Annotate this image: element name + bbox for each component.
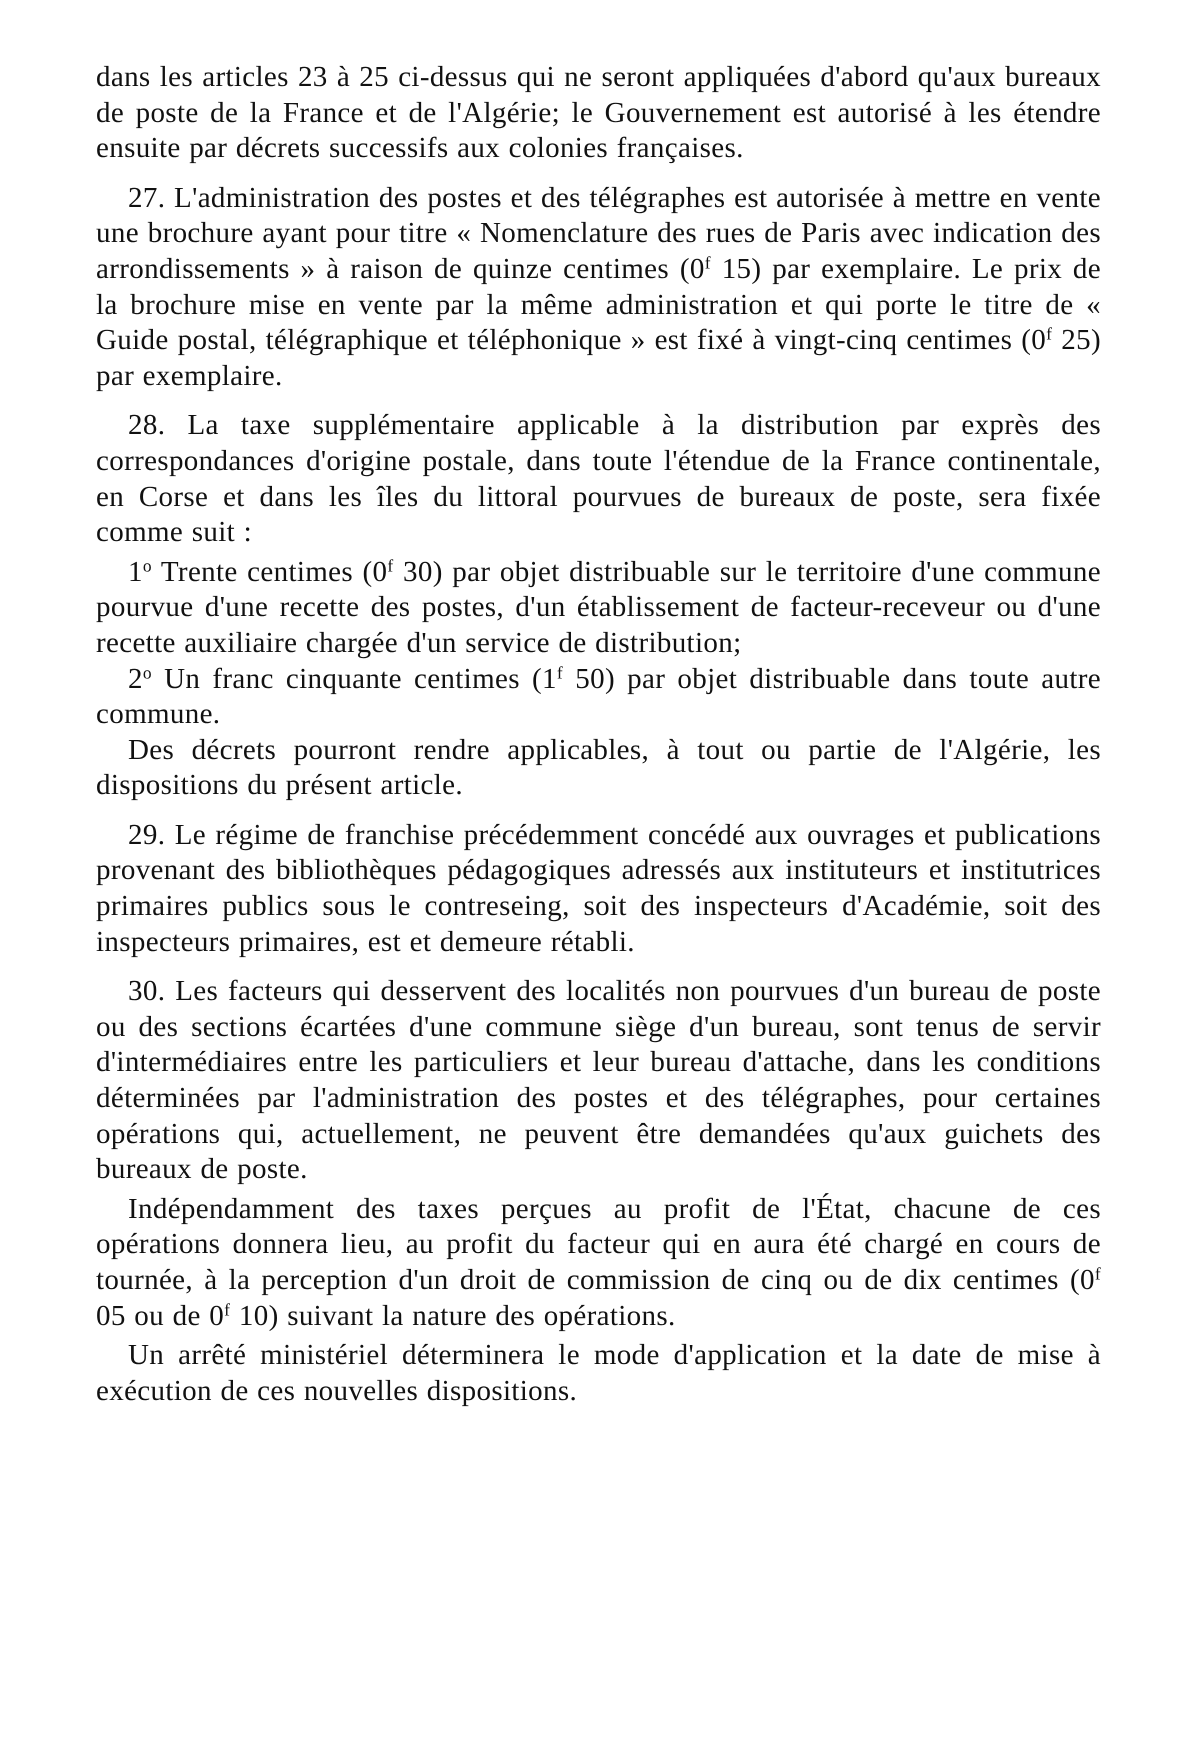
franc-abbrev: f <box>1046 323 1053 344</box>
article-27-text-a: 27. L'administration des postes et des télégraphes est autorisée à mettre en vente une brochure ayant pour titre « Nomenclature des rues de Paris avec indication des arrondissements » à raison de quinze centimes (0 <box>96 181 1101 285</box>
article-30-paragraph-3: Un arrêté ministériel déterminera le mode d'application et la date de mise à exécution de ces nouvelles dispositions. <box>96 1339 1101 1407</box>
document-page <box>96 60 1101 1409</box>
article-30-paragraph-1: 30. Les facteurs qui desservent des localités non pourvues d'un bureau de poste ou des sections écartées d'une commune siège d'un bureau, sont tenus de servir d'intermédiaires entre les particuliers et leur bureau d'attache, dans les conditions déterminées par l'administration des postes et des télégraphes, pour certaines opérations qui, actuellement, ne peuvent être demandées qu'aux guichets des bureaux de poste. <box>96 975 1101 1186</box>
item-number: 1 <box>128 555 143 588</box>
article-28-algerie: Des décrets pourront rendre applicables, à tout ou partie de l'Algérie, les dispositions du présent article. <box>96 733 1101 802</box>
article-28-intro: 28. La taxe supplémentaire applicable à la distribution par exprès des correspondances d'origine postale, dans toute l'étendue de la France continentale, en Corse et dans les îles du littoral pourvues de bureaux de poste, sera fixée comme suit : <box>96 409 1101 549</box>
degree-sign: o <box>142 661 152 682</box>
article-30-p2-text-a: Indépendamment des taxes perçues au profit de l'État, chacune de ces opérations donnera lieu, au profit du facteur qui en aura été chargé en cours de tournée, à la perception d'un droit de commission de cinq ou de dix centimes (0 <box>96 1192 1101 1296</box>
franc-abbrev: f <box>704 252 711 273</box>
article-28-item-1 <box>96 555 1101 662</box>
article-27-text-c: 25) par exemplaire. <box>96 324 1101 392</box>
article-27 <box>96 181 1101 395</box>
article-30-p2-text-c: 10) suivant la nature des opérations. <box>230 1299 676 1332</box>
item-1-text-b: 30) par objet distribuable sur le territoire d'une commune pourvue d'une recette des postes, d'un établissement de facteur-receveur ou d'une recette auxiliaire chargée d'un service de distribution; <box>96 555 1101 659</box>
item-number: 2 <box>128 662 143 695</box>
item-2-text-a: Un franc cinquante centimes (1 <box>151 662 557 695</box>
item-2-text-b: 50) par objet distribuable dans toute autre commune. <box>96 662 1102 731</box>
item-1-text-a: Trente centimes (0 <box>151 555 388 588</box>
article-28-item-2 <box>96 662 1101 733</box>
article-30-paragraph-2 <box>96 1192 1101 1334</box>
franc-abbrev: f <box>556 661 564 682</box>
franc-abbrev: f <box>387 555 394 576</box>
franc-abbrev: f <box>1094 1263 1101 1284</box>
franc-abbrev: f <box>224 1299 231 1320</box>
article-29: 29. Le régime de franchise précédemment concédé aux ouvrages et publications provenant des bibliothèques pédagogiques adressés aux instituteurs et institutrices primaires publics sous le contreseing, soit des inspecteurs d'Académie, soit des inspecteurs primaires, est et demeure rétabli. <box>96 818 1101 958</box>
paragraph-continuation: dans les articles 23 à 25 ci-dessus qui ne seront appliquées d'abord qu'aux bureaux de poste de la France et de l'Algérie; le Gouvernement est autorisé à les étendre ensuite par décrets successifs aux colonies françaises. <box>96 61 1101 165</box>
article-27-text-b: 15) par exemplaire. Le prix de la brochure mise en vente par la même administration et qui porte le titre de « Guide postal, télégraphique et téléphonique » est fixé à vingt-cinq centimes (0 <box>96 252 1101 357</box>
degree-sign: o <box>142 555 152 576</box>
article-30-p2-text-b: 05 ou de 0 <box>96 1299 225 1332</box>
